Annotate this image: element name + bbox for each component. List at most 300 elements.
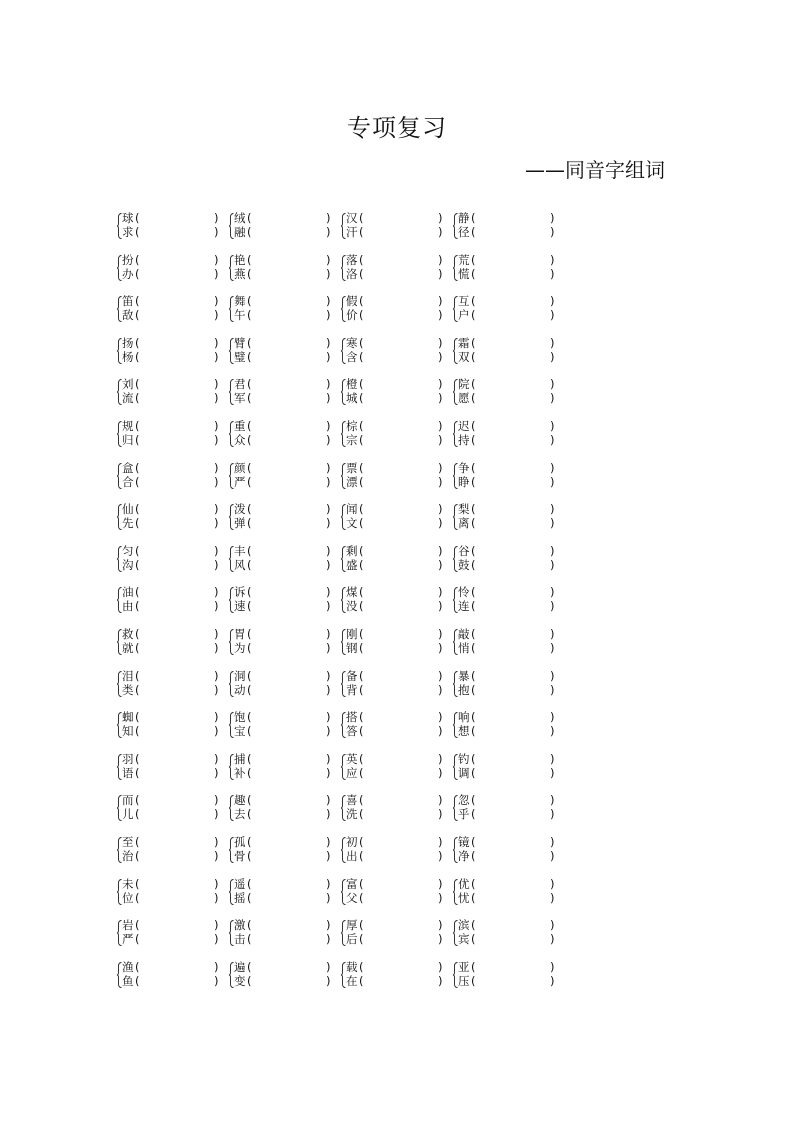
word-blank[interactable] [234,433,330,447]
word-blank[interactable] [458,461,554,475]
word-blank[interactable] [346,877,442,891]
open-paren: ( [247,349,252,364]
word-blank[interactable] [122,877,218,891]
word-blank[interactable] [458,918,554,932]
close-paren: ) [550,543,555,558]
word-blank[interactable] [458,544,554,558]
open-paren: ( [359,668,364,683]
word-blank[interactable] [458,891,554,905]
left-brace-icon [453,296,457,320]
word-blank[interactable] [122,294,218,308]
left-brace-icon [453,213,457,237]
left-brace-icon [229,421,233,445]
word-blank[interactable] [346,807,442,821]
word-blank[interactable] [234,793,330,807]
homophone-pair [118,835,230,865]
word-blank[interactable] [122,835,218,849]
word-blank[interactable] [234,350,330,364]
close-paren: ) [326,710,331,725]
word-blank[interactable] [234,253,330,267]
word-blank[interactable] [346,669,442,683]
word-blank[interactable] [122,627,218,641]
character: 亚 [458,959,470,974]
word-blank[interactable] [234,766,330,780]
close-paren: ) [550,765,555,780]
word-blank[interactable] [234,516,330,530]
open-paren: ( [471,225,476,239]
word-blank[interactable] [458,849,554,863]
left-brace-icon [229,296,233,320]
open-paren: ( [247,516,252,531]
word-blank[interactable] [346,433,442,447]
word-blank[interactable] [234,641,330,655]
word-blank[interactable] [122,807,218,821]
character: 搭 [346,710,358,725]
character: 丰 [234,543,246,558]
word-blank[interactable] [234,391,330,405]
word-blank[interactable] [458,807,554,821]
character: 谷 [458,543,470,558]
word-blank[interactable] [234,336,330,350]
word-blank[interactable] [122,267,218,281]
close-paren: ) [214,973,219,988]
open-paren: ( [135,502,140,517]
open-paren: ( [247,502,252,517]
close-paren: ) [550,918,555,933]
word-blank[interactable] [122,475,218,489]
word-blank[interactable] [458,835,554,849]
word-blank[interactable] [458,419,554,433]
close-paren: ) [326,890,331,905]
open-paren: ( [471,391,476,406]
word-blank[interactable] [122,752,218,766]
character: 文 [346,516,358,531]
word-blank[interactable] [234,544,330,558]
character: 在 [346,973,358,988]
word-blank[interactable] [346,211,442,225]
word-blank[interactable] [458,336,554,350]
close-paren: ) [214,724,219,739]
word-blank[interactable] [122,849,218,863]
homophone-pair [454,544,566,574]
close-paren: ) [550,557,555,572]
left-brace-icon [229,255,233,279]
word-blank[interactable] [122,891,218,905]
word-blank[interactable] [458,558,554,572]
word-blank[interactable] [234,502,330,516]
character: 诉 [234,585,246,600]
word-blank[interactable] [346,336,442,350]
close-paren: ) [550,876,555,891]
word-blank[interactable] [234,849,330,863]
word-blank[interactable] [234,419,330,433]
open-paren: ( [359,308,364,323]
word-row [118,835,566,877]
word-blank[interactable] [234,308,330,322]
word-blank[interactable] [122,502,218,516]
word-blank[interactable] [458,211,554,225]
word-blank[interactable] [122,918,218,932]
open-paren: ( [135,626,140,641]
word-blank[interactable] [458,599,554,613]
homophone-pair [118,585,230,615]
close-paren: ) [438,211,443,225]
word-blank[interactable] [122,932,218,946]
close-paren: ) [214,391,219,406]
word-blank[interactable] [122,350,218,364]
word-blank[interactable] [458,267,554,281]
homophone-pair [230,253,342,283]
word-blank[interactable] [122,599,218,613]
word-blank[interactable] [458,516,554,530]
word-blank[interactable] [234,211,330,225]
word-blank[interactable] [346,419,442,433]
word-blank[interactable] [458,877,554,891]
left-brace-icon [341,712,345,736]
left-brace-icon [341,504,345,528]
word-blank[interactable] [234,627,330,641]
word-blank[interactable] [234,918,330,932]
close-paren: ) [550,266,555,281]
character: 乎 [458,807,470,822]
word-blank[interactable] [234,960,330,974]
close-paren: ) [438,932,443,947]
word-blank[interactable] [458,294,554,308]
homophone-pair [230,336,342,366]
word-blank[interactable] [458,627,554,641]
close-paren: ) [326,225,331,239]
open-paren: ( [135,876,140,891]
word-blank[interactable] [458,308,554,322]
word-blank[interactable] [458,225,554,239]
character: 持 [458,432,470,447]
open-paren: ( [471,502,476,517]
homophone-pair [118,627,230,657]
word-blank[interactable] [458,502,554,516]
character: 压 [458,973,470,988]
left-brace-icon [341,587,345,611]
word-blank[interactable] [234,225,330,239]
word-blank[interactable] [346,516,442,530]
word-blank[interactable] [346,558,442,572]
open-paren: ( [471,932,476,947]
word-blank[interactable] [346,475,442,489]
close-paren: ) [326,724,331,739]
word-blank[interactable] [346,891,442,905]
left-brace-icon [341,421,345,445]
character: 汉 [346,211,358,225]
word-blank[interactable] [122,669,218,683]
word-row [118,377,566,419]
open-paren: ( [359,211,364,225]
open-paren: ( [135,557,140,572]
word-blank[interactable] [234,710,330,724]
character: 扮 [122,252,134,267]
word-blank[interactable] [122,585,218,599]
close-paren: ) [214,252,219,267]
word-blank[interactable] [458,724,554,738]
word-blank[interactable] [234,461,330,475]
open-paren: ( [359,724,364,739]
open-paren: ( [247,918,252,933]
word-blank[interactable] [234,669,330,683]
open-paren: ( [135,793,140,808]
character: 趣 [234,793,246,808]
open-paren: ( [135,890,140,905]
character: 忽 [458,793,470,808]
word-blank[interactable] [234,835,330,849]
word-blank[interactable] [346,641,442,655]
homophone-pair [230,294,342,324]
close-paren: ) [438,834,443,849]
word-blank[interactable] [458,669,554,683]
word-blank[interactable] [234,599,330,613]
homophone-pair [118,960,230,990]
word-blank[interactable] [234,877,330,891]
word-blank[interactable] [346,294,442,308]
homophone-pair [230,585,342,615]
character: 初 [346,834,358,849]
word-blank[interactable] [234,267,330,281]
left-brace-icon [229,879,233,903]
character: 杨 [122,349,134,364]
open-paren: ( [135,418,140,433]
close-paren: ) [326,751,331,766]
left-brace-icon [229,920,233,944]
word-blank[interactable] [346,627,442,641]
character: 遍 [234,959,246,974]
word-blank[interactable] [458,377,554,391]
word-blank[interactable] [122,710,218,724]
word-blank[interactable] [122,336,218,350]
word-blank[interactable] [458,974,554,988]
word-blank[interactable] [346,225,442,239]
word-blank[interactable] [346,502,442,516]
character: 暴 [458,668,470,683]
word-blank[interactable] [346,710,442,724]
word-blank[interactable] [122,225,218,239]
word-blank[interactable] [122,211,218,225]
character: 先 [122,516,134,531]
word-blank[interactable] [346,974,442,988]
word-blank[interactable] [458,932,554,946]
word-blank[interactable] [346,683,442,697]
character: 敲 [458,626,470,641]
homophone-pair [118,294,230,324]
left-brace-icon [117,213,121,237]
word-blank[interactable] [346,793,442,807]
word-blank[interactable] [122,308,218,322]
open-paren: ( [359,599,364,614]
word-blank[interactable] [346,960,442,974]
close-paren: ) [214,668,219,683]
word-blank[interactable] [458,391,554,405]
character: 去 [234,807,246,822]
close-paren: ) [214,765,219,780]
close-paren: ) [326,973,331,988]
word-blank[interactable] [234,974,330,988]
word-blank[interactable] [458,350,554,364]
word-blank[interactable] [122,793,218,807]
word-blank[interactable] [234,475,330,489]
character: 匀 [122,543,134,558]
word-blank[interactable] [346,544,442,558]
word-blank[interactable] [122,544,218,558]
word-blank[interactable] [346,267,442,281]
word-blank[interactable] [346,391,442,405]
character: 舞 [234,294,246,309]
character: 璧 [234,349,246,364]
word-blank[interactable] [346,835,442,849]
close-paren: ) [438,432,443,447]
word-blank[interactable] [234,294,330,308]
word-blank[interactable] [122,516,218,530]
word-blank[interactable] [122,960,218,974]
word-blank[interactable] [122,974,218,988]
left-brace-icon [117,587,121,611]
close-paren: ) [438,626,443,641]
character: 求 [122,225,134,239]
homophone-pair [118,419,230,449]
left-brace-icon [229,587,233,611]
word-blank[interactable] [458,641,554,655]
word-blank[interactable] [458,710,554,724]
word-blank[interactable] [122,433,218,447]
open-paren: ( [471,959,476,974]
word-blank[interactable] [234,377,330,391]
left-brace-icon [341,920,345,944]
word-blank[interactable] [458,253,554,267]
open-paren: ( [135,640,140,655]
word-blank[interactable] [234,891,330,905]
open-paren: ( [359,890,364,905]
word-blank[interactable] [122,419,218,433]
word-blank[interactable] [234,752,330,766]
word-blank[interactable] [122,683,218,697]
word-blank[interactable] [458,766,554,780]
character: 争 [458,460,470,475]
character: 补 [234,765,246,780]
open-paren: ( [247,765,252,780]
word-blank[interactable] [122,391,218,405]
character: 钓 [458,751,470,766]
word-blank[interactable] [234,683,330,697]
close-paren: ) [214,516,219,531]
word-blank[interactable] [458,585,554,599]
homophone-pair [454,793,566,823]
word-blank[interactable] [346,599,442,613]
word-blank[interactable] [122,641,218,655]
homophone-pair [342,502,454,532]
character: 众 [234,432,246,447]
word-blank[interactable] [458,433,554,447]
open-paren: ( [471,599,476,614]
word-blank[interactable] [346,253,442,267]
open-paren: ( [135,225,140,239]
word-blank[interactable] [122,766,218,780]
word-blank[interactable] [458,475,554,489]
character: 孤 [234,834,246,849]
character: 救 [122,626,134,641]
left-brace-icon [341,296,345,320]
open-paren: ( [359,225,364,239]
character: 梨 [458,502,470,517]
word-blank[interactable] [234,585,330,599]
word-blank[interactable] [122,558,218,572]
open-paren: ( [135,308,140,323]
open-paren: ( [359,848,364,863]
character: 未 [122,876,134,891]
character: 至 [122,834,134,849]
word-blank[interactable] [346,918,442,932]
word-blank[interactable] [458,752,554,766]
word-blank[interactable] [346,932,442,946]
character: 含 [346,349,358,364]
word-blank[interactable] [234,558,330,572]
word-blank[interactable] [234,724,330,738]
word-blank[interactable] [346,350,442,364]
character: 慌 [458,266,470,281]
open-paren: ( [359,682,364,697]
close-paren: ) [438,418,443,433]
word-blank[interactable] [458,683,554,697]
open-paren: ( [471,834,476,849]
word-blank[interactable] [346,585,442,599]
close-paren: ) [438,765,443,780]
close-paren: ) [214,266,219,281]
word-blank[interactable] [346,308,442,322]
word-blank[interactable] [346,752,442,766]
open-paren: ( [471,668,476,683]
word-blank[interactable] [122,724,218,738]
word-blank[interactable] [234,932,330,946]
open-paren: ( [359,793,364,808]
close-paren: ) [214,932,219,947]
word-blank[interactable] [346,724,442,738]
character: 办 [122,266,134,281]
close-paren: ) [326,349,331,364]
homophone-pair [230,544,342,574]
open-paren: ( [359,807,364,822]
close-paren: ) [438,308,443,323]
word-blank[interactable] [122,461,218,475]
open-paren: ( [359,349,364,364]
open-paren: ( [247,474,252,489]
open-paren: ( [135,834,140,849]
left-brace-icon [117,671,121,695]
close-paren: ) [550,225,555,239]
character: 漂 [346,474,358,489]
word-blank[interactable] [122,377,218,391]
word-blank[interactable] [234,807,330,821]
character: 摇 [234,890,246,905]
word-blank[interactable] [346,461,442,475]
word-blank[interactable] [346,377,442,391]
open-paren: ( [135,585,140,600]
close-paren: ) [326,502,331,517]
word-blank[interactable] [346,766,442,780]
close-paren: ) [438,807,443,822]
close-paren: ) [214,543,219,558]
close-paren: ) [214,807,219,822]
character: 滨 [458,918,470,933]
word-blank[interactable] [346,849,442,863]
word-row [118,877,566,919]
word-blank[interactable] [458,793,554,807]
open-paren: ( [359,516,364,531]
word-blank[interactable] [122,253,218,267]
word-blank[interactable] [458,960,554,974]
